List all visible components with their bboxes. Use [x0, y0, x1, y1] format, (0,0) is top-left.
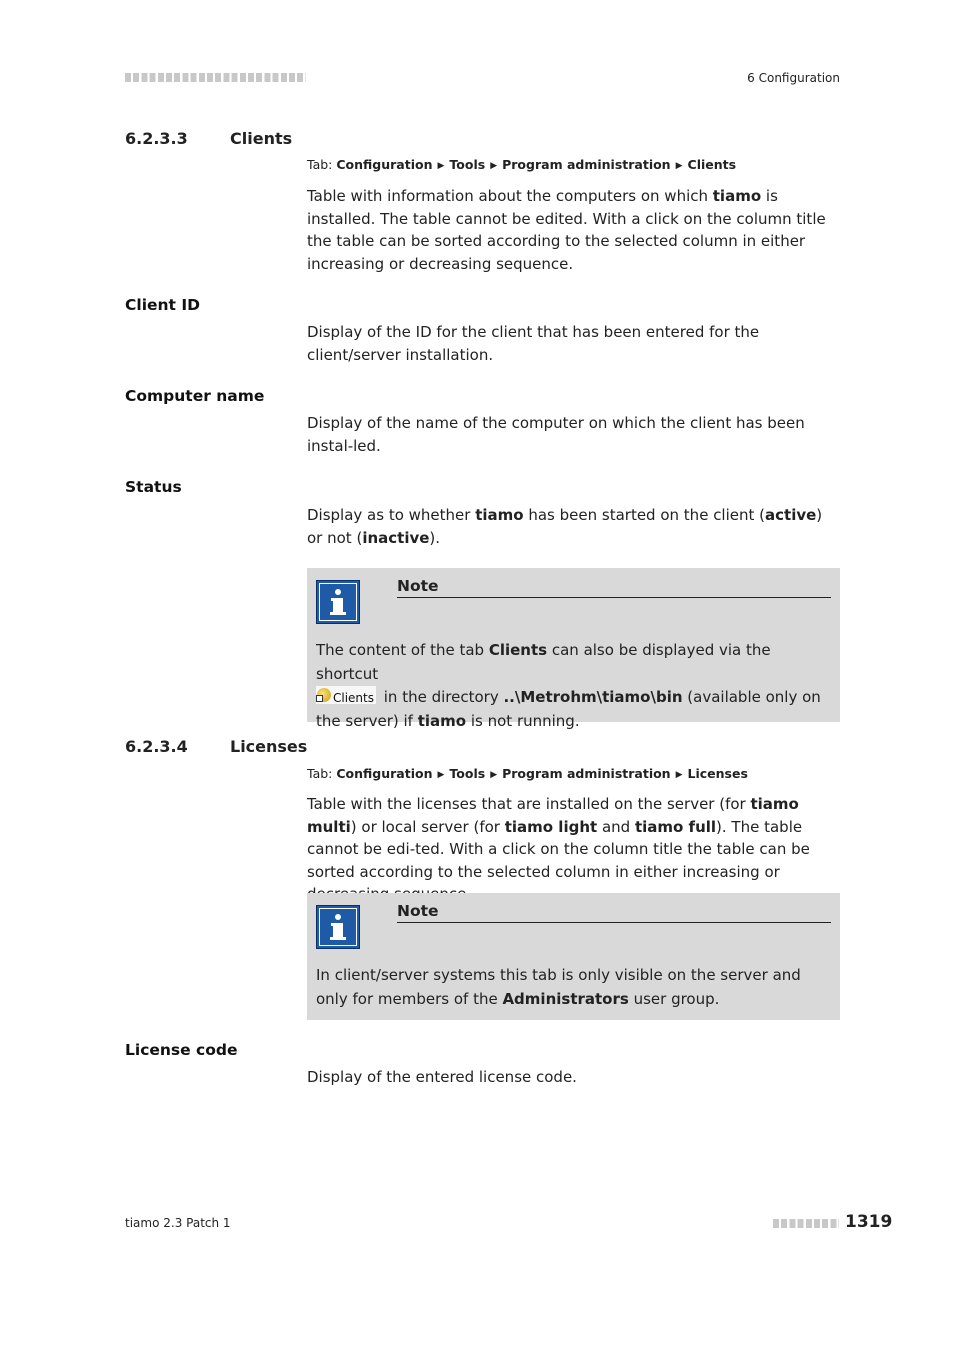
- note-body: [316, 639, 836, 733]
- term-status: Status: [125, 478, 182, 496]
- text-run: is not running.: [466, 711, 580, 730]
- arrow-right-icon: ▶: [437, 161, 445, 171]
- page-number: 1319: [845, 1212, 893, 1232]
- tab-path: [307, 157, 736, 172]
- term-computer-name-description: Display of the name of the computer on which the client has been instal-led.: [307, 414, 805, 455]
- text-run: Display as to whether: [307, 506, 476, 524]
- section-title: Clients: [230, 129, 293, 148]
- text-run: In client/server systems this tab is only visible on the server and only for members of the: [316, 966, 801, 1008]
- note-box: [307, 893, 840, 1020]
- term-status-description: [307, 504, 841, 549]
- text-run: user group.: [628, 989, 720, 1008]
- header-decoration: [125, 73, 306, 82]
- term-computer-name: Computer name: [125, 387, 265, 405]
- text-run: Table with information about the computers on which: [307, 187, 713, 205]
- note-body: [316, 964, 836, 1011]
- tab-path-item: Configuration: [336, 766, 433, 781]
- text-run: ) or not (: [307, 506, 823, 547]
- term-client-id: Client ID: [125, 296, 200, 314]
- section-intro: [307, 793, 841, 906]
- text-run: is installed. The table cannot be edited. With a click on the column title the table can be sorted according to the selected column in either increasing or decreasing sequence.: [307, 187, 826, 273]
- text-run: Table with the licenses that are installed on the server (for: [307, 795, 751, 813]
- shortcut-label: Clients: [333, 691, 374, 705]
- text-bold: inactive: [362, 528, 430, 547]
- text-bold: active: [765, 506, 817, 524]
- section-number: 6.2.3.4: [125, 737, 188, 756]
- arrow-right-icon: ▶: [675, 161, 683, 171]
- tab-path-item: Configuration: [336, 157, 433, 172]
- tab-path-item: Program administration: [502, 766, 671, 781]
- text-bold: tiamo multi: [307, 795, 799, 836]
- text-bold: ..\Metrohm\tiamo\bin: [503, 688, 683, 706]
- arrow-right-icon: ▶: [675, 770, 683, 780]
- tab-path-prefix: Tab:: [307, 157, 333, 172]
- text-run: can also be displayed via the shortcut: [316, 641, 771, 683]
- text-bold: Clients: [488, 641, 548, 659]
- text-bold: tiamo light: [504, 817, 598, 836]
- clients-shortcut-icon[interactable]: [316, 686, 376, 704]
- text-run: (available only on the server) if: [316, 688, 821, 730]
- text-run: ).: [429, 528, 441, 547]
- note-box: [307, 568, 840, 730]
- tab-path-item: Clients: [687, 157, 737, 172]
- term-license-code: License code: [125, 1041, 238, 1059]
- arrow-right-icon: ▶: [490, 770, 498, 780]
- tab-path: [307, 766, 748, 781]
- tab-path-item: Tools: [449, 766, 486, 781]
- text-bold: tiamo: [417, 711, 467, 730]
- arrow-right-icon: ▶: [437, 770, 445, 780]
- section-title: Licenses: [230, 737, 308, 756]
- text-run: ) or local server (for: [350, 817, 505, 836]
- text-run: has been started on the client (: [523, 506, 766, 524]
- text-run: and: [597, 817, 635, 836]
- text-run: ). The table cannot be edi-ted. With a click on the column title the table can be sorted according to the selected column in either increasing or: [307, 817, 810, 881]
- text-bold: tiamo full: [634, 817, 717, 836]
- text-bold: tiamo: [712, 187, 762, 205]
- footer-product: tiamo 2.3 Patch 1: [125, 1216, 231, 1230]
- tab-path-item: Tools: [449, 157, 486, 172]
- info-icon: [316, 580, 360, 624]
- tab-path-prefix: Tab:: [307, 766, 333, 781]
- note-title: Note: [397, 577, 831, 598]
- tab-path-item: Program administration: [502, 157, 671, 172]
- tab-path-item: Licenses: [687, 766, 748, 781]
- text-run: The content of the tab: [316, 641, 489, 659]
- section-number: 6.2.3.3: [125, 129, 188, 148]
- info-icon: [316, 905, 360, 949]
- arrow-right-icon: ▶: [490, 161, 498, 171]
- section-intro: [307, 185, 841, 275]
- header-chapter: 6 Configuration: [747, 71, 840, 85]
- note-title: Note: [397, 902, 831, 923]
- text-bold: tiamo: [475, 506, 524, 524]
- footer-decoration: [773, 1219, 839, 1228]
- term-license-code-description: Display of the entered license code.: [307, 1068, 577, 1086]
- text-run: in the directory: [379, 688, 504, 706]
- term-client-id-description: Display of the ID for the client that has been entered for the client/server installation.: [307, 323, 760, 364]
- text-bold: Administrators: [502, 989, 629, 1008]
